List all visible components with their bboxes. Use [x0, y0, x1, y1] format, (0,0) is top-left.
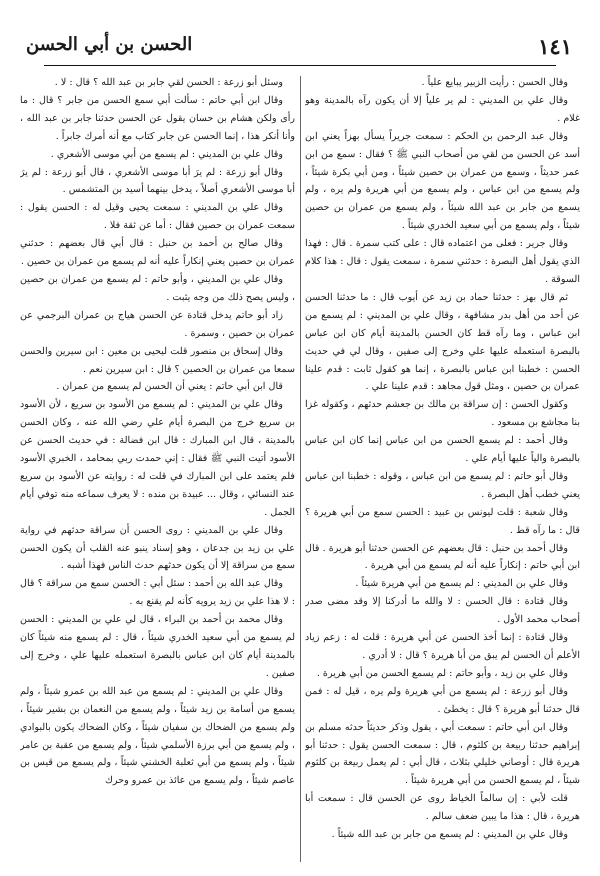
paragraph: وقال أبو زرعة : لم يسمع من أبي هريرة ولم يره ، قيل له : فمن قال حدثنا أبو هريرة ؟ قال : يخطئ .	[305, 685, 580, 715]
paragraph: وكقول الحسن : إن سراقة بن مالك بن جعشم حدثهم ، وكقوله غزا بنا مجاشع بن مسعود .	[305, 399, 580, 429]
paragraph: وقال عبد الرحمن بن الحكم : سمعت جريراً يسأل بهزاً يعني ابن أسد عن الحسن من لقي من أصحاب النبي ﷺ ؟ فقال : سمع من ابن عمر حديثاً ، وسمع من عمران بن حصين شيئاً ، ومن أبي بكرة شيئاً ، ولم يسمع من ابن عباس ، ولم يسمع من أبي هريرة ولم يره ، ولم يسمع من جابر بن عبد الله شيئاً ، ولم يسمع من عمران بن حصين شيئاً ، ولم يسمع من أبي سعيد الخدري شيئاً .	[305, 130, 580, 232]
paragraph: وقال علي بن المديني ، وأبو حاتم : لم يسمع من عمران بن حصين ، وليس يصح ذلك من وجه يثبت .	[20, 273, 295, 303]
paragraph: وقال قتادة : قال الحسن : لا والله ما أدركنا إلا وقد مضى صدر أصحاب محمد الأول .	[305, 596, 580, 626]
paragraph: وسئل أبو زرعة : الحسن لقي جابر بن عبد الله ؟ قال : لا .	[54, 77, 283, 88]
paragraph: وقال ابن أبي حاتم : سألت أبي سمع الحسن من جابر ؟ قال : ما رأى ولكن هشام بن حسان يقول عن الحسن حدثنا جابر بن عبد الله ، وأنا أنكر هذا ، إنما الحسن عن جابر كتاب مع أنه أمرك جابراً .	[20, 94, 295, 142]
column-divider	[300, 76, 301, 862]
paragraph: وقال علي بن المديني : لم يسمع من أبي هريرة شيئاً .	[355, 578, 568, 590]
paragraph: وقال شعبة : قلت ليونس بن عبيد : الحسن سمع من أبي هريرة ؟ قال : ما رآه قط .	[305, 506, 580, 536]
header-rule	[44, 65, 556, 66]
paragraph: وقال علي بن المديني : لم يسمع من عبد الله بن عمرو شيئاً ، ولم يسمع من أسامة بن زيد شيئاً ، ولم يسمع من النعمان بن بشير شيئاً ، ولم يسمع من الضحاك بن سفيان شيئاً ، وكان الضحاك يكون بالبوادي ، ولم يسمع من أبي برزة الأسلمي شيئاً ، ولم يسمع من عقبة بن عامر شيئاً ، ولم يسمع من أبي ثعلبة الخشني شيئاً ، ولم يسمع من قيس بن عاصم شيئاً ، ولم يسمع من عائذ بن عمرو وحرك	[20, 685, 295, 787]
left-column	[20, 74, 295, 864]
paragraph: وقال علي بن المديني : لم يسمع من الأسود بن سريع ، لأن الأسود بن سريع خرج من البصرة أيام علي رضي الله عنه ، وكان الحسن بالمدينة ، قال ابن المبارك : قال ابن فضالة : في حديث الحسن عن الأسود أتيت النبي ﷺ فقال : إني حمدت ربي بمحامد ، الخبري الأسود فلم يعتمد على ابن المبارك في قلت له : روايته عن الأسود بن سريع عند النسائي ، وقال ... عبيدة بن منده : لا يعرف سماعه منه توفي أيام الجمل .	[20, 399, 295, 518]
paragraph: وقال إسحاق بن منصور قلت ليحيى بن معين : ابن سيرين والحسن سمعا من عمران بن الحصين ؟ قال : ابن سيرين نعم .	[20, 345, 295, 375]
running-title: الحسن بن أبي الحسن	[26, 34, 193, 55]
paragraph: وقال قتادة : إنما أخذ الحسن عن أبي هريرة : قلت له : زعم زياد الأعلم أن الحسن لم يبق من أبا هريرة ؟ قال : لا أدري .	[305, 632, 580, 661]
paragraph: وقال علي بن المديني : لم ير علياً إلا أن يكون رآه بالمدينة وهو غلام .	[305, 94, 580, 124]
paragraph: وقال أبو حاتم : لم يسمع من ابن عباس ، وقوله : خطبنا ابن عباس يعني خطب أهل البصرة .	[305, 470, 580, 500]
paragraph: وقال علي بن زيد ، وأبو حاتم : لم يسمع الحسن من أبي هريرة .	[316, 667, 568, 679]
paragraph: وقال علي بن المديني : لم يسمع من أبي موسى الأشعري .	[50, 148, 283, 160]
paragraph: قال ابن أبي حاتم : يعني أن الحسن لم يسمع من عمران .	[56, 381, 283, 393]
paragraph: وقال علي بن المديني : لم يسمع من جابر بن عبد الله شيئاً .	[331, 829, 568, 841]
paragraph: وقال أبو زرعة : لم يرَ أبا موسى الأشعري ، قال أبو زرعة : لم يرَ أبا موسى الأشعري أصلاً ، يدخل بينهما أسيد بن المتشمس .	[20, 166, 295, 196]
paragraph: وقال علي بن المديني : روى الحسن أن سراقة حدثهم في رواية علي بن زيد بن جدعان ، وهو إسناد ينبو عنه القلب أن يكون الحسن سمع من سراقة إلا أن يكون حدثهم حدث الناس فهذا أشبه .	[20, 524, 295, 572]
paragraph: وقال محمد بن أحمد بن البراء ، قال لي علي بن المديني : الحسن لم يسمع من أبي سعيد الخدري شيئاً ، قال : لم يسمع منه شيئاً كان بالمدينة أيام كان ابن عباس بالبصرة استعمله عليها علي ، وخرج إلى صفين .	[20, 614, 295, 679]
paragraph: قلت لأبي : إن سالماً الخياط روى عن الحسن قال : سمعت أبا هريرة ، قال : هذا ما يبين ضعف سالم .	[305, 793, 580, 823]
paragraph: ثم قال بهز : حدثنا حماد بن زيد عن أيوب قال : ما حدثنا الحسن عن أحد من أهل بدر مشافهة ، وقال علي بن المديني : لم يسمع من ابن عباس ، وما رآه قط كان الحسن بالمدينة أيام كان ابن عباس بالبصرة استعمله عليها علي وخرج إلى صفين ، وقال لي في حديث الحسن : خطبنا ابن عباس بالبصرة ، إنما هو كقول ثابت : قدم علينا عمران بن حصين ، ومثل قول مجاهد : قدم علينا علي .	[305, 291, 580, 393]
paragraph: وقال علي بن المديني : سمعت يحيى وقيل له : الحسن يقول : سمعت عمران بن حصين فقال : أما عن ثقة فلا .	[20, 202, 295, 232]
paragraph: وقال الحسن : رأيت الزبير يبايع علياً .	[421, 77, 568, 88]
paragraph: زاد أبو حاتم يدخل قتادة عن الحسن هياج بن عمران البرجمي عن عمران بن حصين ، وسمرة .	[20, 309, 295, 339]
page-number: ١٤١	[538, 34, 572, 59]
page-header	[22, 32, 578, 62]
paragraph: وقال جرير : فعلى من اعتماده قال : على كتب سمرة . قال : فهذا الذي يقول أهل البصرة : حدثني سمرة ، سمعت يقول : قال : هذا كلام السوقة .	[305, 238, 580, 285]
paragraph: وقال عبد الله بن أحمد : سئل أبي : الحسن سمع من سراقة ؟ قال : لا هذا علي بن زيد يرويه كأنه لم يقنع به .	[20, 578, 295, 608]
paragraph: وقال ابن أبي حاتم : سمعت أبي ، يقول وذكر حديثاً حدثه مسلم بن إبراهيم حدثنا ربيعة بن كلثوم ، قال : سمعت الحسن يقول : حدثنا أبو هريرة قال : أوصاني خليلي بثلاث ، قال أبي : لم يعمل ربيعة بن كلثوم شيئاً ، لم يسمع الحسن من أبي هريرة شيئاً .	[305, 721, 580, 787]
paragraph: وقال صالح بن أحمد بن حنبل : قال أبي قال بعضهم : حدثني عمران بن حصين يعني إنكاراً عليه أنه لم يسمع من عمران بن حصين .	[20, 238, 295, 268]
paragraph: وقال أحمد بن حنبل : قال بعضهم عن الحسن حدثنا أبو هريرة . قال ابن أبي حاتم : إنكاراً عليه أنه لم يسمع من أبي هريرة .	[305, 542, 580, 572]
paragraph: وقال أحمد : لم يسمع الحسن من ابن عباس إنما كان ابن عباس بالبصرة والياً عليها أيام علي .	[305, 435, 580, 465]
right-column	[305, 74, 580, 864]
